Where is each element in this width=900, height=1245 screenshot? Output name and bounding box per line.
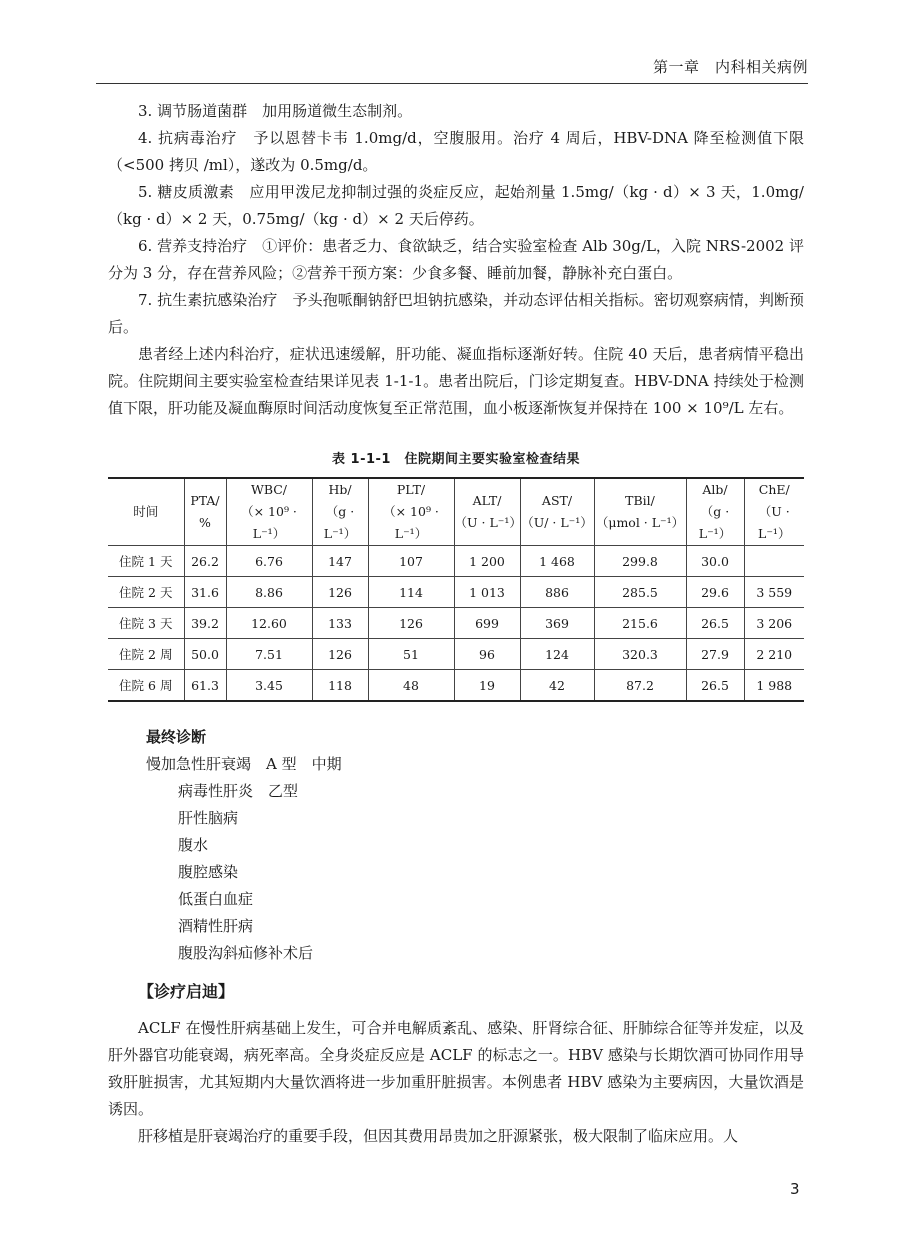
table-cell: 住院 3 天 [108,608,184,639]
table-cell: 住院 2 周 [108,639,184,670]
header-hb: Hb/ （g · L⁻¹） [312,478,368,546]
table-row [108,639,804,670]
diagnosis-item: 腹股沟斜疝修补术后 [178,944,314,962]
table-cell: 8.86 [226,577,312,608]
table-cell: 699 [454,608,520,639]
diagnosis-main: 慢加急性肝衰竭 A 型 中期 [146,755,342,773]
table-cell: 3 206 [744,608,804,639]
table-cell: 30.0 [686,546,744,577]
insights-heading: 【诊疗启迪】 [138,982,235,1001]
page-number: 3 [790,1180,800,1198]
table-cell: 住院 2 天 [108,577,184,608]
diagnosis-item: 肝性脑病 [178,809,239,827]
table-cell: 12.60 [226,608,312,639]
header-pta: PTA/ % [184,478,226,546]
header-ast: AST/ （U/ · L⁻¹） [520,478,594,546]
table-cell: 369 [520,608,594,639]
table-cell: 住院 1 天 [108,546,184,577]
table-cell: 29.6 [686,577,744,608]
paragraph: 肝移植是肝衰竭治疗的重要手段，但因其费用昂贵加之肝源紧张，极大限制了临床应用。人 [138,1127,739,1145]
running-head: 第一章 内科相关病例 [96,56,808,84]
header-alt: ALT/ （U · L⁻¹） [454,478,520,546]
header-wbc: WBC/ （× 10⁹ · L⁻¹） [226,478,312,546]
table-caption: 表 1-1-1 住院期间主要实验室检查结果 [332,452,580,467]
table-row [108,670,804,702]
table-cell: 7.51 [226,639,312,670]
diagnosis-item: 腹腔感染 [178,863,239,881]
diagnosis-title: 最终诊断 [146,728,207,746]
table-cell: 50.0 [184,639,226,670]
table-cell: 320.3 [594,639,686,670]
table-cell: 107 [368,546,454,577]
table-cell: 215.6 [594,608,686,639]
table-header-row [108,478,804,546]
diagnosis-item: 腹水 [178,836,209,854]
table-cell: 51 [368,639,454,670]
header-plt: PLT/ （× 10⁹ · L⁻¹） [368,478,454,546]
paragraph: 3. 调节肠道菌群 加用肠道微生态制剂。 [138,102,413,120]
table-cell: 27.9 [686,639,744,670]
table-cell: 26.5 [686,608,744,639]
table-cell: 87.2 [594,670,686,702]
table-cell: 3 559 [744,577,804,608]
table-cell: 26.5 [686,670,744,702]
table-cell: 133 [312,608,368,639]
header-che: ChE/ （U · L⁻¹） [744,478,804,546]
diagnosis-item: 病毒性肝炎 乙型 [178,782,299,800]
paragraph: 患者经上述内科治疗，症状迅速缓解，肝功能、凝血指标逐渐好转。住院 40 天后，患者病情平稳出院。住院期间主要实验室检查结果详见表 1-1-1。患者出院后，门诊定期复查。HBV-DNA 持续处于检测值下限，肝功能及凝血酶原时间活动度恢复至正常范围，血小板逐渐恢复并保持在 100 × 10⁹/L 左右。 [108,345,804,417]
paragraph: 6. 营养支持治疗 ①评价：患者乏力、食欲缺乏，结合实验室检查 Alb 30g/L，入院 NRS-2002 评分为 3 分，存在营养风险；②营养干预方案：少食多餐、睡前加餐，静脉补充白蛋白。 [108,237,804,282]
table-cell: 126 [312,577,368,608]
paragraph: 4. 抗病毒治疗 予以恩替卡韦 1.0mg/d，空腹服用。治疗 4 周后，HBV-DNA 降至检测值下限（<500 拷贝 /ml），遂改为 0.5mg/d。 [108,129,804,174]
table-cell: 886 [520,577,594,608]
paragraph: 7. 抗生素抗感染治疗 予头孢哌酮钠舒巴坦钠抗感染，并动态评估相关指标。密切观察病情，判断预后。 [108,291,804,336]
paragraph: 5. 糖皮质激素 应用甲泼尼龙抑制过强的炎症反应，起始剂量 1.5mg/（kg · d）× 3 天，1.0mg/（kg · d）× 2 天，0.75mg/（kg · d）× 2 天后停药。 [108,183,804,228]
table-cell: 6.76 [226,546,312,577]
table-cell: 19 [454,670,520,702]
table-row [108,577,804,608]
table-cell: 42 [520,670,594,702]
table-cell: 61.3 [184,670,226,702]
diagnosis-item: 低蛋白血症 [178,890,254,908]
table-cell: 147 [312,546,368,577]
table-cell: 1 468 [520,546,594,577]
table-cell: 2 210 [744,639,804,670]
table-cell: 126 [312,639,368,670]
header-tbil: TBil/ （μmol · L⁻¹） [594,478,686,546]
table-cell: 118 [312,670,368,702]
table-row [108,608,804,639]
table-cell: 3.45 [226,670,312,702]
lab-results-table [108,477,804,702]
table-cell: 114 [368,577,454,608]
table-cell: 1 013 [454,577,520,608]
table-cell: 1 988 [744,670,804,702]
table-cell: 299.8 [594,546,686,577]
table-cell: 285.5 [594,577,686,608]
table-cell: 39.2 [184,608,226,639]
table-cell: 1 200 [454,546,520,577]
header-time: 时间 [133,504,159,519]
table-cell: 126 [368,608,454,639]
paragraph: ACLF 在慢性肝病基础上发生，可合并电解质紊乱、感染、肝肾综合征、肝肺综合征等并发症，以及肝外器官功能衰竭，病死率高。全身炎症反应是 ACLF 的标志之一。HBV 感染与长期饮酒可协同作用导致肝脏损害，尤其短期内大量饮酒将进一步加重肝脏损害。本例患者 HBV 感染为主要病因，大量饮酒是诱因。 [108,1019,804,1118]
table-cell: 住院 6 周 [108,670,184,702]
table-cell: 31.6 [184,577,226,608]
table-cell: 26.2 [184,546,226,577]
header-alb: Alb/ （g · L⁻¹） [686,478,744,546]
table-cell: 48 [368,670,454,702]
table-cell: 124 [520,639,594,670]
diagnosis-item: 酒精性肝病 [178,917,254,935]
page-body [108,98,804,1150]
table-cell: 96 [454,639,520,670]
table-cell [744,546,804,577]
table-row [108,546,804,577]
